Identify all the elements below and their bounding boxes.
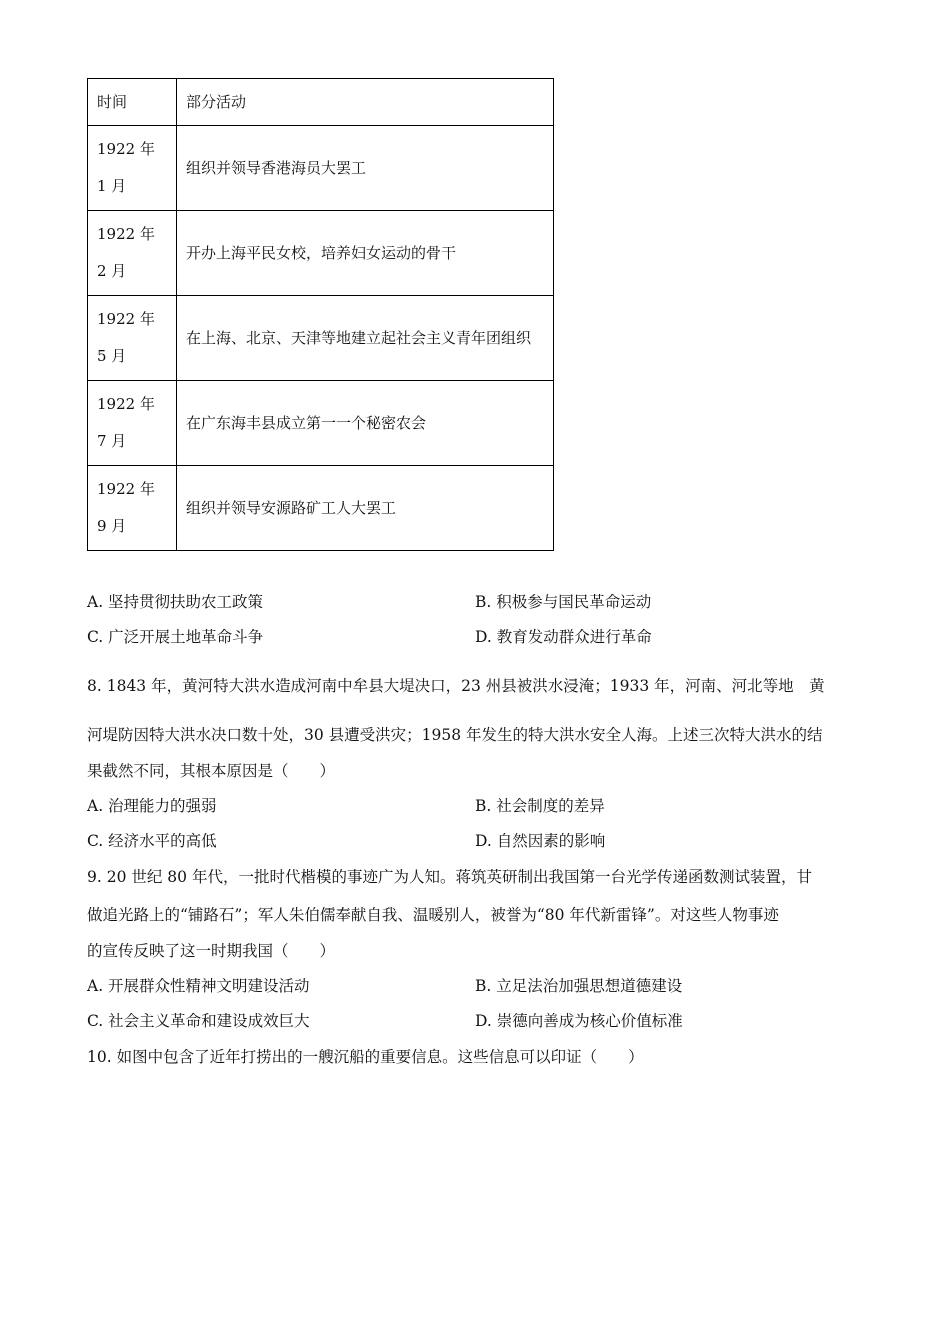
q7-option-b: B. 积极参与国民革命运动	[475, 593, 652, 611]
cell-activity: 在上海、北京、天津等地建立起社会主义青年团组织	[177, 296, 554, 381]
cell-time: 1922 年 9 月	[88, 466, 177, 551]
q9-option-b: B. 立足法治加强思想道德建设	[475, 977, 683, 995]
cell-time: 1922 年 5 月	[88, 296, 177, 381]
cell-activity: 组织并领导安源路矿工人大罢工	[177, 466, 554, 551]
q8-option-a: A. 治理能力的强弱	[87, 797, 217, 815]
q8-option-d: D. 自然因素的影响	[475, 832, 606, 850]
q9-text-line: 9. 20 世纪 80 年代，一批时代楷模的事迹广为人知。蒋筑英研制出我国第一台光学传递函数测试装置，甘	[87, 868, 812, 886]
cell-time: 1922 年 1 月	[88, 126, 177, 211]
q9-option-c: C. 社会主义革命和建设成效巨大	[87, 1012, 310, 1030]
q9-option-d: D. 崇德向善成为核心价值标准	[475, 1012, 683, 1030]
q9-text-line: 的宣传反映了这一时期我国（ ）	[87, 942, 336, 960]
q7-option-a: A. 坚持贯彻扶助农工政策	[87, 593, 264, 611]
activities-table	[87, 78, 554, 551]
q8-text-line: 果截然不同，其根本原因是（ ）	[87, 762, 336, 780]
q9-text-line: 做追光路上的“铺路石”；军人朱伯儒奉献自我、温暖别人，被誉为“80 年代新雷锋”。对这些人物事迹	[87, 906, 779, 924]
cell-activity: 在广东海丰县成立第一一个秘密农会	[177, 381, 554, 466]
q9-option-a: A. 开展群众性精神文明建设活动	[87, 977, 310, 995]
q7-option-d: D. 教育发动群众进行革命	[475, 628, 652, 646]
cell-activity: 组织并领导香港海员大罢工	[177, 126, 554, 211]
header-time: 时间	[88, 79, 177, 126]
cell-activity: 开办上海平民女校，培养妇女运动的骨干	[177, 211, 554, 296]
q10-text-line: 10. 如图中包含了近年打捞出的一艘沉船的重要信息。这些信息可以印证（ ）	[87, 1048, 644, 1066]
q8-option-c: C. 经济水平的高低	[87, 832, 217, 850]
q8-text-line: 河堤防因特大洪水决口数十处，30 县遭受洪灾；1958 年发生的特大洪水安全人海。上述三次特大洪水的结	[87, 726, 823, 744]
header-activity: 部分活动	[177, 79, 554, 126]
cell-time: 1922 年 2 月	[88, 211, 177, 296]
q8-text-line: 8. 1843 年，黄河特大洪水造成河南中牟县大堤决口，23 州县被洪水浸淹；1933 年，河南、河北等地 黄	[87, 677, 825, 695]
q7-option-c: C. 广泛开展土地革命斗争	[87, 628, 264, 646]
cell-time: 1922 年 7 月	[88, 381, 177, 466]
q8-option-b: B. 社会制度的差异	[475, 797, 605, 815]
